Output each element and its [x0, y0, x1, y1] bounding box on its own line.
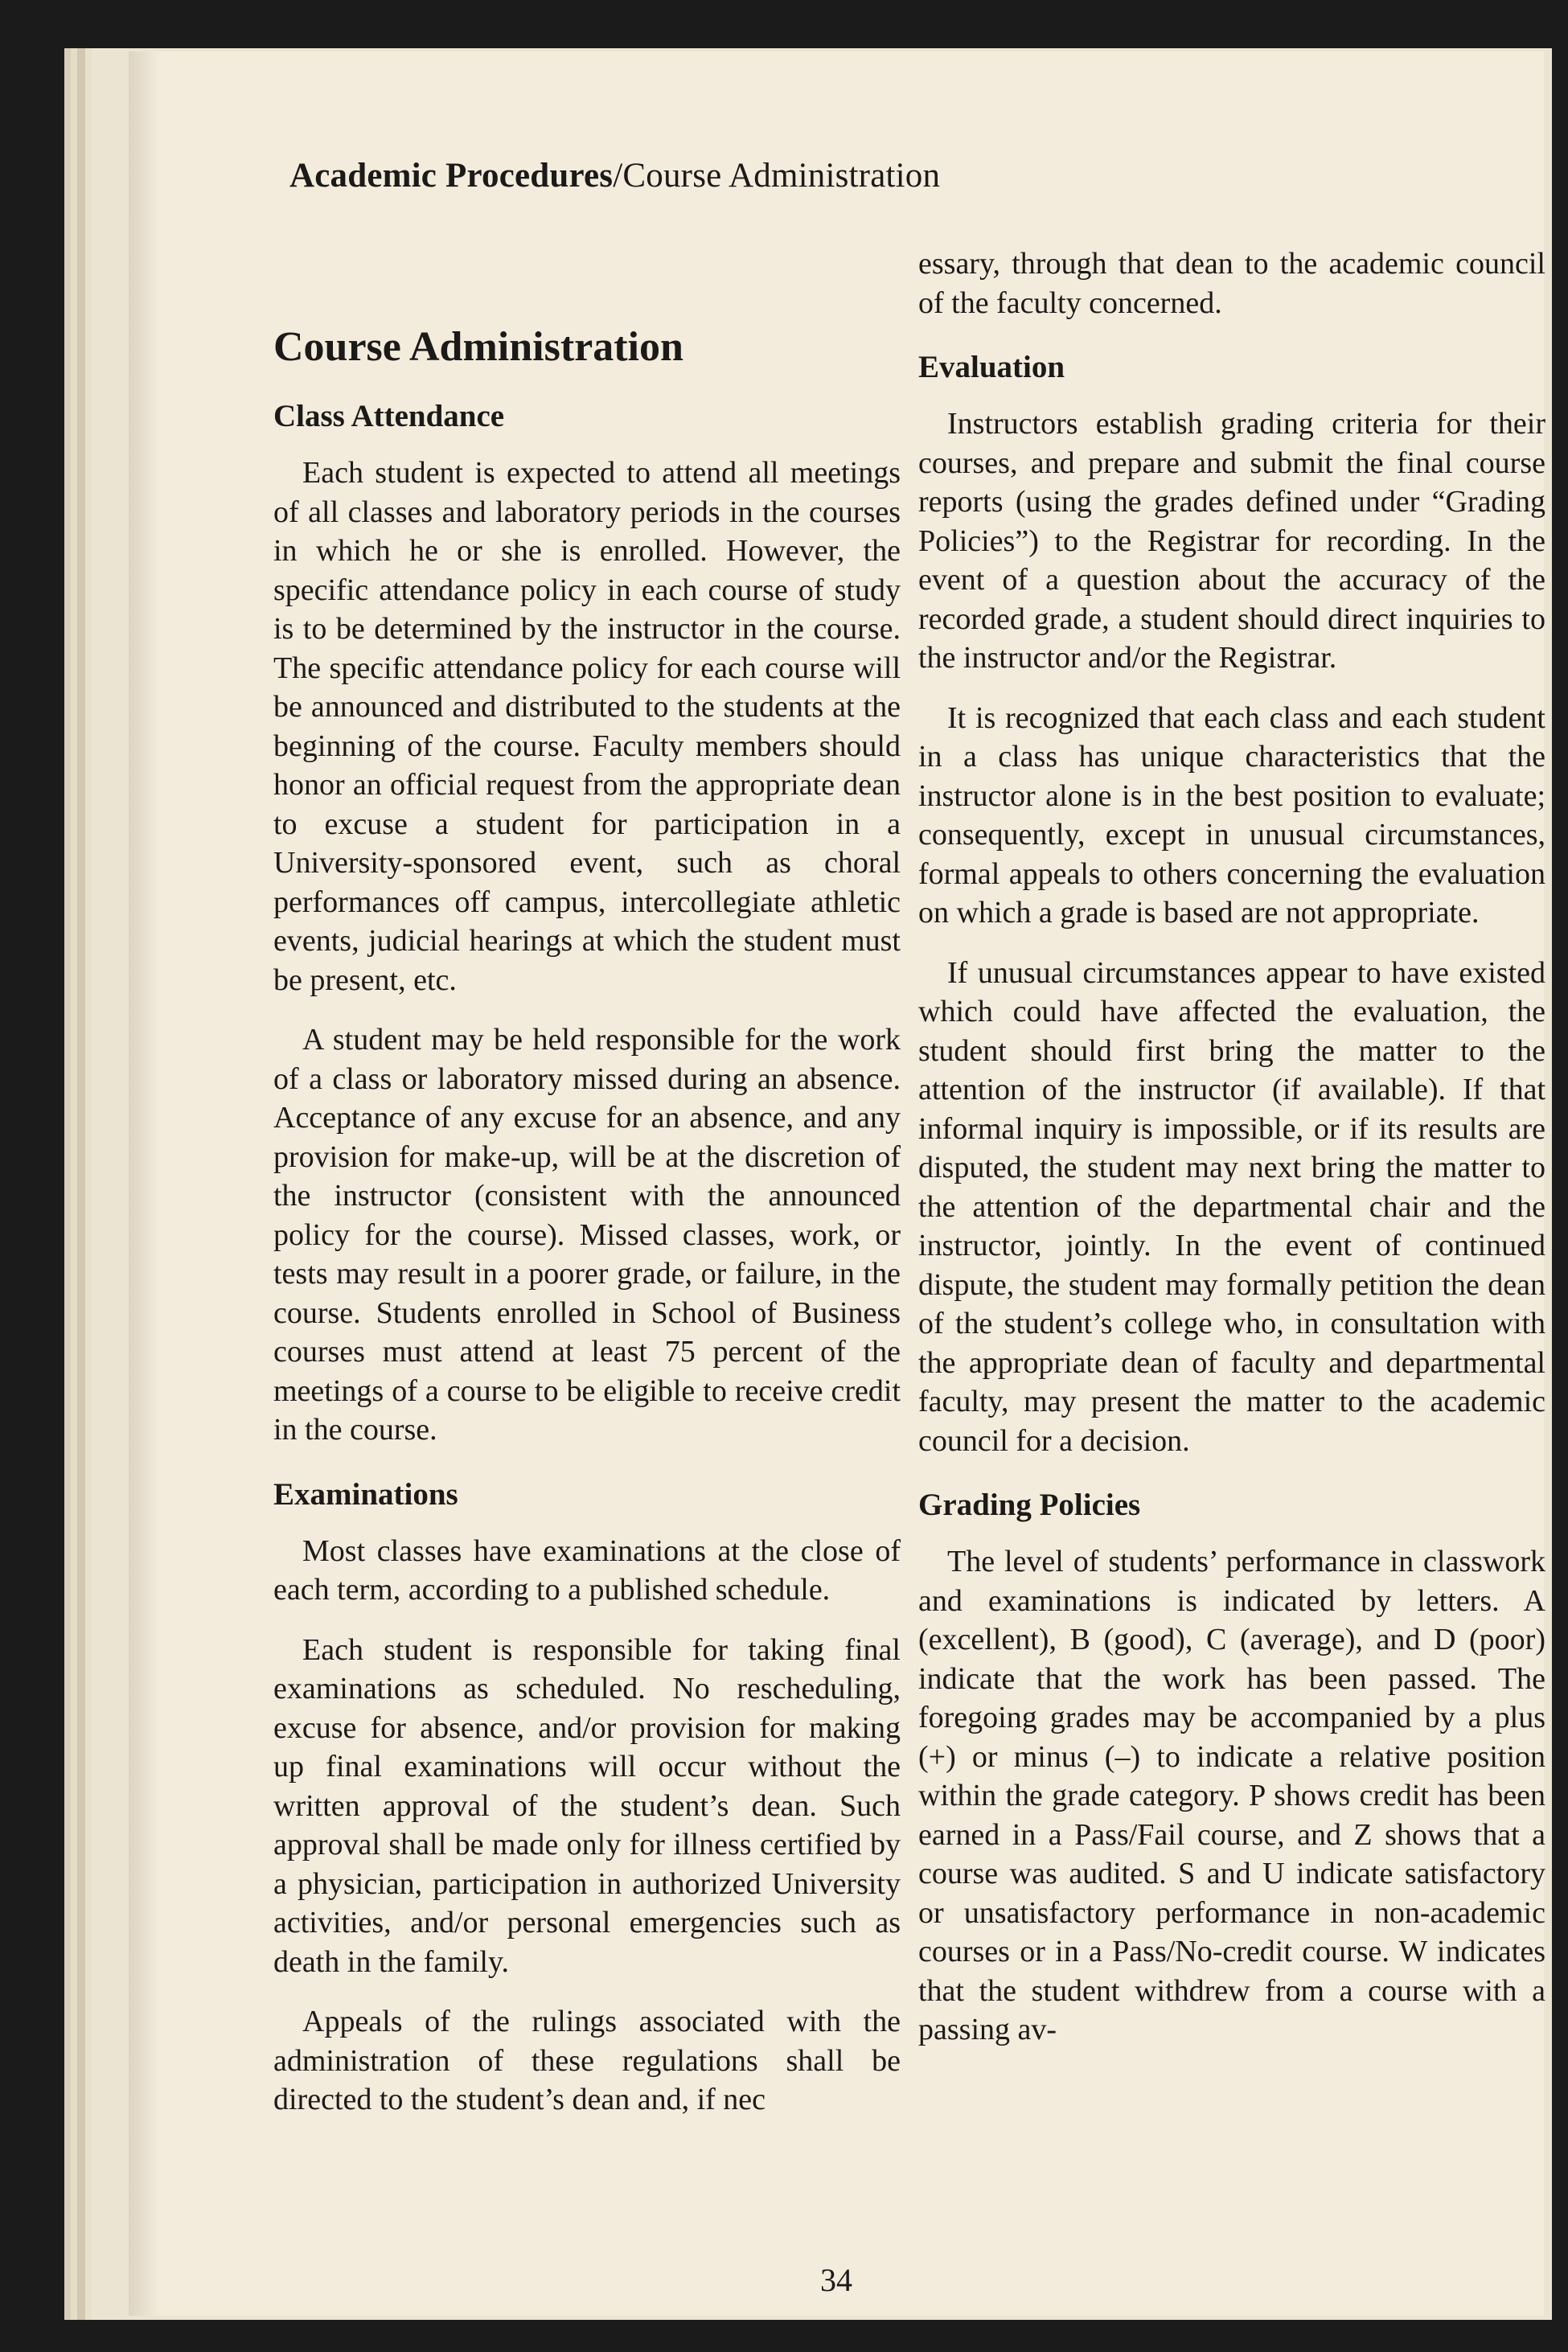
paragraph: Most classes have examinations at the close of each term, according to a published schedule. — [273, 1533, 901, 1607]
paragraph: A student may be held responsible for the work of a class or laboratory missed during an absence. Acceptance of any excuse for an absence, and any provision for make-up, will be at the discretion of the instructor (consistent with the announced policy for the course). Missed classes, work, or tests may result in a poorer grade, or failure, in the course. Students enrolled in School of Business courses must attend at least 75 percent of the meetings of a course to be eligible to receive credit in the course. — [273, 1023, 901, 1447]
spine-shadow — [129, 51, 161, 2316]
paragraph: Instructors establish grading criteria for their courses, and prepare and submit the final course reports (using the grades defined under “Grading Policies”) to the Registrar for recording. In the event of a question about the accuracy of the recorded grade, a student should direct inquiries to the instructor and/or the Registrar. — [918, 407, 1545, 675]
paragraph-continuation: essary, through that dean to the academic council of the faculty concerned. — [918, 247, 1545, 320]
paragraph: Each student is expected to attend all meetings of all classes and laboratory periods in the courses in which he or she is enrolled. However, the specific attendance policy in each course of study is to be determined by the instructor in the course. The specific attendance policy for each course will be announced and distributed to the students at the beginning of the course. Faculty members should honor an official request from the appropriate dean to excuse a student for participation in a University-sponsored event, such as choral performances off campus, intercollegiate athletic events, judicial hearings at which the student must be present, etc. — [273, 456, 901, 997]
paragraph: If unusual circumstances appear to have existed which could have affected the evaluation, the student should first bring the matter to the attention of the instructor (if available). If that informal inquiry is impossible, or if its results are disputed, the student may next bring the matter to the attention of the departmental chair and the instructor, jointly. In the event of continued dispute, the student may formally petition the dean of the student’s college who, in consultation with the appropriate dean of faculty and departmental faculty, may present the matter to the academic council for a decision. — [918, 955, 1545, 1458]
page-number: 34 — [820, 2262, 852, 2298]
right-column — [918, 244, 1545, 2071]
heading-class-attendance: Class Attendance — [273, 399, 505, 433]
paragraph: The level of students’ performance in classwork and examinations is indicated by letters. A (excellent), B (good), C (average), and D (poor) indicate that the work has been passed. The foregoing grades may be accompanied by a plus (+) or minus (–) to indicate a relative position within the grade category. P shows credit has been earned in a Pass/Fail course, and Z shows that a course was audited. S and U indicate satisfactory or unsatisfactory performance in non-academic courses or in a Pass/No-credit course. W indicates that the student withdrew from a course with a passing av- — [918, 1545, 1545, 2046]
heading-examinations: Examinations — [273, 1476, 458, 1512]
book-page — [129, 51, 1544, 2316]
paragraph: Each student is responsible for taking final examinations as scheduled. No rescheduling, excuse for absence, and/or provision for making up final examinations will occur without the written approval of the student’s dean. Such approval shall be made only for illness certified by a physician, participation in authorized University activities, and/or personal emergencies such as death in the family. — [273, 1632, 901, 1979]
page-title: Course Administration — [273, 324, 683, 370]
running-head-subsection: Course Administration — [622, 157, 941, 195]
paragraph: It is recognized that each class and each student in a class has unique characteristics that the instructor alone is in the best position to evaluate; consequently, except in unusual circumstances, formal appeals to others concerning the evaluation on which a grade is based are not appropriate. — [918, 700, 1545, 930]
left-column — [273, 299, 901, 2141]
running-head — [289, 156, 940, 195]
heading-grading-policies: Grading Policies — [918, 1488, 1141, 1522]
paragraph: Appeals of the rulings associated with the administration of these regulations shall be directed to the student’s dean and, if nec — [273, 2005, 901, 2116]
running-head-section: Academic Procedures — [289, 157, 614, 195]
running-head-separator: / — [613, 157, 623, 195]
heading-evaluation: Evaluation — [918, 350, 1065, 384]
